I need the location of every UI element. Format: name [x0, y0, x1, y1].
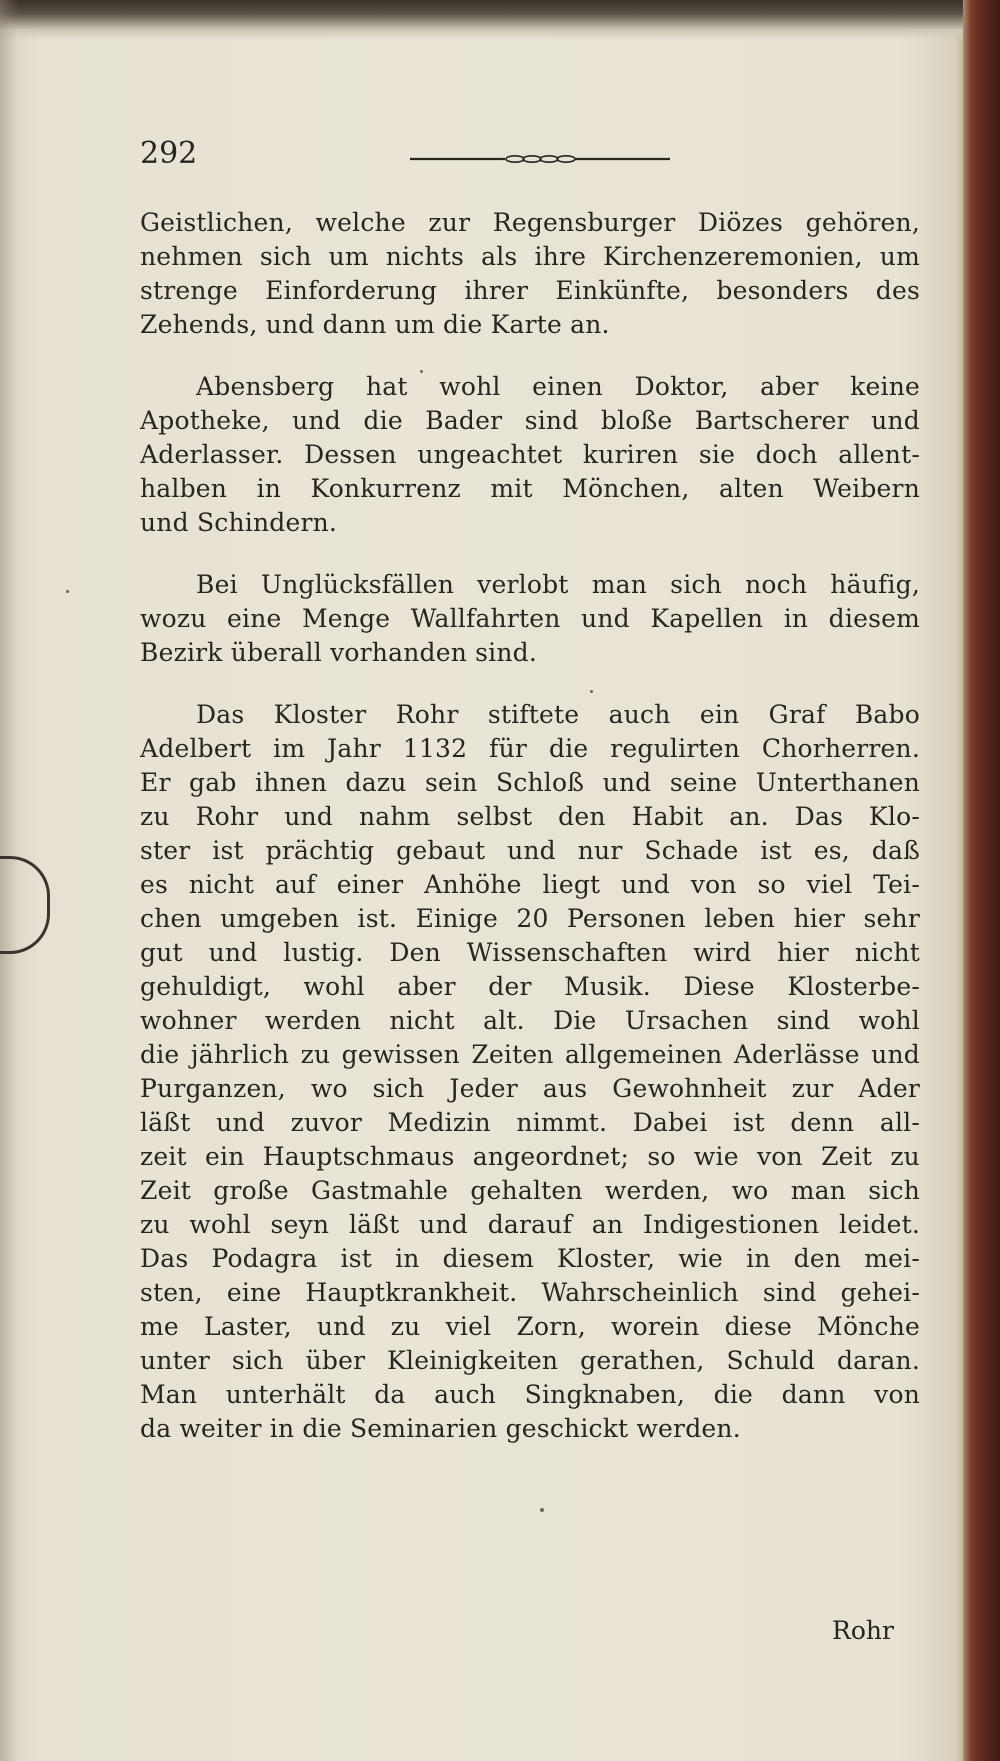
- page-number: 292: [140, 136, 198, 171]
- text-line: und Schindern.: [140, 508, 338, 537]
- text-line: Bei Unglücksfällen verlobt man sich noch häufig,: [196, 570, 920, 599]
- text-line: sten, eine Hauptkrankheit. Wahrscheinlich sind gehei-: [140, 1278, 920, 1307]
- text-line: Purganzen, wo sich Jeder aus Gewohnheit zur Ader: [140, 1074, 920, 1103]
- text-line: Aderlasser. Dessen ungeachtet kuriren sie doch allent-: [140, 440, 920, 469]
- text-line: unter sich über Kleinigkeiten gerathen, Schuld daran.: [140, 1346, 920, 1375]
- page-top-edge: [0, 0, 1000, 40]
- text-line: läßt und zuvor Medizin nimmt. Dabei ist denn all-: [140, 1108, 920, 1137]
- text-line: Geistlichen, welche zur Regensburger Diözes gehören,: [140, 208, 920, 237]
- text-line: es nicht auf einer Anhöhe liegt und von so viel Tei-: [140, 870, 920, 899]
- text-line: Er gab ihnen dazu sein Schloß und seine Unterthanen: [140, 768, 920, 797]
- text-line: Adelbert im Jahr 1132 für die regulirten Chorherren.: [140, 734, 920, 763]
- text-line: halben in Konkurrenz mit Mönchen, alten Weibern: [140, 474, 920, 503]
- text-line: Bezirk überall vorhanden sind.: [140, 638, 538, 667]
- text-line: nehmen sich um nichts als ihre Kirchenzeremonien, um: [140, 242, 920, 271]
- text-line: Abensberg hat wohl einen Doktor, aber keine: [196, 372, 920, 401]
- text-line: Zehends, und dann um die Karte an.: [140, 310, 610, 339]
- text-line: gehuldigt, wohl aber der Musik. Diese Klosterbe-: [140, 972, 920, 1001]
- text-line: da weiter in die Seminarien geschickt werden.: [140, 1414, 741, 1443]
- catchword: Rohr: [832, 1616, 894, 1645]
- text-line: strenge Einforderung ihrer Einkünfte, besonders des: [140, 276, 920, 305]
- book-edge-band: [963, 0, 1000, 1761]
- paper-speck: [66, 590, 69, 593]
- paragraph: [140, 698, 920, 1446]
- text-line: ster ist prächtig gebaut und nur Schade ist es, daß: [140, 836, 920, 865]
- text-line: wohner werden nicht alt. Die Ursachen sind wohl: [140, 1006, 920, 1035]
- text-line: die jährlich zu gewissen Zeiten allgemeinen Aderlässe und: [140, 1040, 920, 1069]
- text-line: Das Kloster Rohr stiftete auch ein Graf Babo: [196, 700, 920, 729]
- header-rule-ornament: [410, 154, 670, 164]
- paragraph: [140, 568, 920, 670]
- body-text: [140, 206, 920, 1474]
- text-line: Zeit große Gastmahle gehalten werden, wo man sich: [140, 1176, 920, 1205]
- text-line: Man unterhält da auch Singknaben, die dann von: [140, 1380, 920, 1409]
- text-line: gut und lustig. Den Wissenschaften wird hier nicht: [140, 938, 920, 967]
- book-clasp-mark: [0, 856, 50, 954]
- text-line: zeit ein Hauptschmaus angeordnet; so wie von Zeit zu: [140, 1142, 920, 1171]
- text-line: me Laster, und zu viel Zorn, worein diese Mönche: [140, 1312, 920, 1341]
- paragraph: [140, 370, 920, 540]
- paper-speck: [540, 1508, 544, 1512]
- text-line: Das Podagra ist in diesem Kloster, wie in den mei-: [140, 1244, 920, 1273]
- text-line: zu wohl seyn läßt und darauf an Indigestionen leidet.: [140, 1210, 920, 1239]
- text-line: chen umgeben ist. Einige 20 Personen leben hier sehr: [140, 904, 920, 933]
- text-line: Apotheke, und die Bader sind bloße Bartscherer und: [140, 406, 920, 435]
- text-line: zu Rohr und nahm selbst den Habit an. Das Klo-: [140, 802, 920, 831]
- paragraph: [140, 206, 920, 342]
- text-line: wozu eine Menge Wallfahrten und Kapellen in diesem: [140, 604, 920, 633]
